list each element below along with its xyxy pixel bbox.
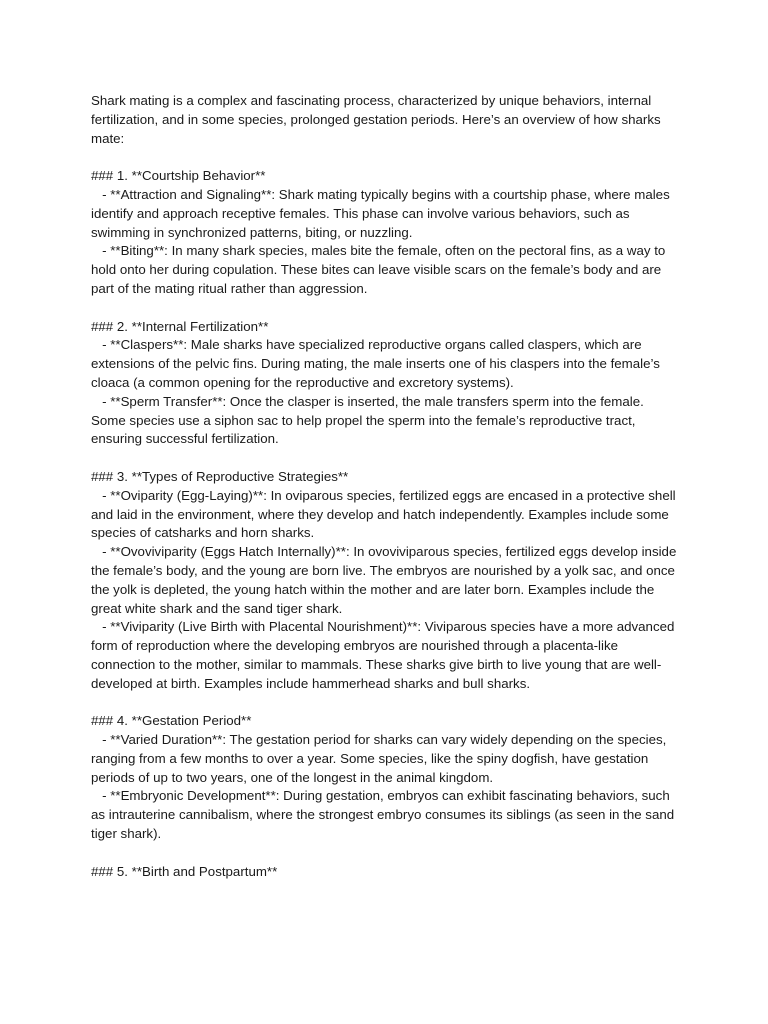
section-item: - **Sperm Transfer**: Once the clasper is inserted, the male transfers sperm into the female. Some species use a siphon sac to help propel the sperm into the female’s reproductive tract, ensuring successful fertilization. xyxy=(91,393,648,447)
section-heading: ### 3. **Types of Reproductive Strategies** xyxy=(91,468,349,484)
section-heading: ### 4. **Gestation Period** xyxy=(91,713,252,729)
section-item: - **Oviparity (Egg-Laying)**: In oviparous species, fertilized eggs are encased in a protective shell and laid in the environment, where they develop and hatch independently. Examples include some species of catsharks and horn sharks. xyxy=(91,487,680,541)
section-heading: ### 2. **Internal Fertilization** xyxy=(91,318,269,334)
spacer xyxy=(91,299,681,318)
spacer xyxy=(91,694,681,713)
spacer xyxy=(91,449,681,468)
section-item: - **Varied Duration**: The gestation period for sharks can vary widely depending on the species, ranging from a few months to over a year. Some species, like the spiny dogfish, have gestation periods of up to two years, one of the longest in the animal kingdom. xyxy=(91,732,671,785)
section-item: - **Ovoviviparity (Eggs Hatch Internally)**: In ovoviviparous species, fertilized eggs develop inside the female’s body, and the young are born live. The embryos are nourished by a yolk sac, and once the yolk is depleted, the young hatch within the mother and are later born. Examples include the great white shark and the sand tiger shark. xyxy=(91,544,681,616)
document-page xyxy=(91,92,681,881)
section-heading: ### 5. **Birth and Postpartum** xyxy=(91,863,278,879)
section-item: - **Embryonic Development**: During gestation, embryos can exhibit fascinating behaviors, such as intrauterine cannibalism, where the strongest embryo consumes its siblings (as seen in the sand tiger shark). xyxy=(91,788,678,842)
section-item: - **Claspers**: Male sharks have specialized reproductive organs called claspers, which are extensions of the pelvic fins. During mating, the male inserts one of his claspers into the female’s cloaca (a common opening for the reproductive and excretory systems). xyxy=(91,337,664,390)
spacer xyxy=(91,844,681,863)
intro-paragraph: Shark mating is a complex and fascinating process, characterized by unique behaviors, internal fertilization, and in some species, prolonged gestation periods. Here’s an overview of how sharks mate: xyxy=(91,93,665,146)
section-item: - **Viviparity (Live Birth with Placental Nourishment)**: Viviparous species have a more advanced form of reproduction where the developing embryos are nourished through a placenta-like connection to the mother, similar to mammals. These sharks give birth to live young that are well-developed at birth. Examples include hammerhead sharks and bull sharks. xyxy=(91,619,679,691)
section-item: - **Attraction and Signaling**: Shark mating typically begins with a courtship phase, where males identify and approach receptive females. This phase can involve various behaviors, such as swimming in synchronized patterns, biting, or nuzzling. xyxy=(91,186,674,240)
spacer xyxy=(91,148,681,167)
section-item: - **Biting**: In many shark species, males bite the female, often on the pectoral fins, as a way to hold onto her during copulation. These bites can leave visible scars on the female’s body and are part of the mating ritual rather than aggression. xyxy=(91,243,669,296)
section-heading: ### 1. **Courtship Behavior** xyxy=(91,168,266,184)
